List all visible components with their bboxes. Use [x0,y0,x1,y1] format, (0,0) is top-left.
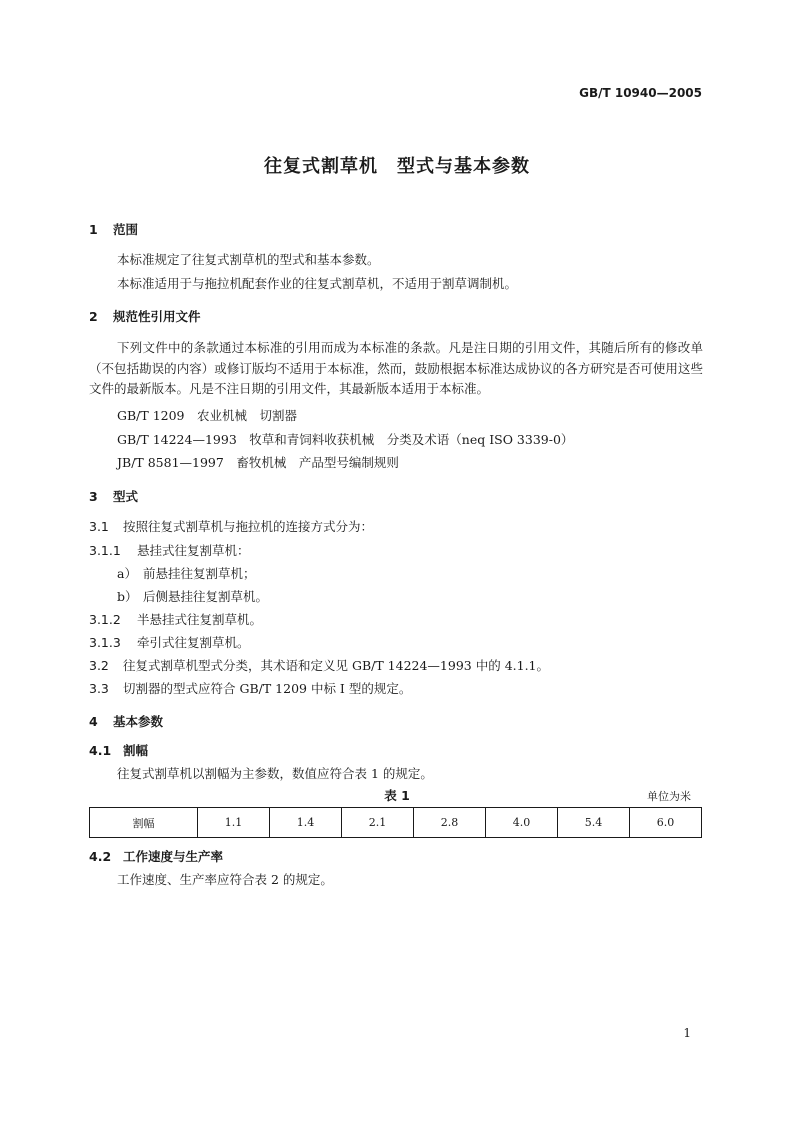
clause-text: 按照往复式割草机与拖拉机的连接方式分为： [123,519,374,534]
reference-3: JB/T 8581—1997 畜牧机械 产品型号编制规则 [117,455,399,470]
standard-code: GB/T 10940—2005 [579,86,702,100]
table-cell: 1.1 [198,808,270,838]
clause-text: 切割器的型式应符合 GB/T 1209 中标 Ⅰ 型的规定。 [123,681,412,696]
clause-4-1-heading [89,741,148,759]
reference-2: GB/T 14224—1993 牧草和青饲料收获机械 分类及术语（neq ISO 3339-0） [117,432,574,447]
clause-number: 3.2 [89,658,109,673]
table-row [90,808,702,838]
clause-3-1 [89,517,373,535]
clause-number: 3.3 [89,681,109,696]
page-title: 往复式割草机 型式与基本参数 [264,156,530,177]
clause-number: 3.1.1 [89,543,121,558]
clause-3-3 [89,679,411,697]
reference-1: GB/T 1209 农业机械 切割器 [117,408,298,423]
table-1 [89,807,702,838]
list-marker: a） [117,566,137,581]
table-cell: 1.4 [270,808,342,838]
section-2-paragraph: 下列文件中的条款通过本标准的引用而成为本标准的条款。凡是注日期的引用文件，其随后所有的修改单（不包括勘误的内容）或修订版均不适用于本标准，然而，鼓励根据本标准达成协议的各方研究是否可使用这些文件的最新版本。凡是不注日期的引用文件，其最新版本适用于本标准。 [89,340,703,396]
section-1-line-2: 本标准适用于与拖拉机配套作业的往复式割草机，不适用于割草调制机。 [117,276,518,291]
clause-title: 割幅 [123,743,149,758]
section-number: 4 [89,714,98,729]
table-cell: 5.4 [558,808,630,838]
section-title: 基本参数 [113,714,164,729]
table-cell: 2.8 [414,808,486,838]
section-3-heading [89,487,138,505]
section-1-line-1: 本标准规定了往复式割草机的型式和基本参数。 [117,252,380,267]
section-number: 1 [89,222,98,237]
list-item-b [117,587,268,605]
list-item-a [117,564,256,582]
table-1-title: 表 1 [384,788,410,803]
clause-number: 3.1 [89,519,109,534]
table-1-unit: 单位为米 [647,790,691,803]
clause-text: 悬挂式往复割草机： [137,543,250,558]
clause-4-2-text: 工作速度、生产率应符合表 2 的规定。 [117,872,333,887]
section-number: 3 [89,489,98,504]
section-title: 型式 [113,489,139,504]
clause-number: 4.1 [89,743,112,758]
clause-number: 4.2 [89,849,112,864]
clause-4-1-text: 往复式割草机以割幅为主参数，数值应符合表 1 的规定。 [117,766,433,781]
section-title: 规范性引用文件 [113,309,201,324]
table-cell: 2.1 [342,808,414,838]
clause-3-1-1 [89,541,250,559]
clause-3-1-2 [89,610,262,628]
clause-text: 牵引式往复割草机。 [137,635,250,650]
section-4-heading [89,712,163,730]
section-2-heading [89,307,201,325]
section-number: 2 [89,309,98,324]
clause-text: 往复式割草机型式分类，其术语和定义见 GB/T 14224—1993 中的 4.1.1。 [123,658,549,673]
list-marker: b） [117,589,138,604]
clause-3-2 [89,656,549,674]
list-text: 后侧悬挂往复割草机。 [143,589,269,604]
list-text: 前悬挂往复割草机； [143,566,256,581]
clause-title: 工作速度与生产率 [123,849,224,864]
clause-number: 3.1.2 [89,612,121,627]
section-1-heading [89,220,138,238]
page-number: 1 [683,1026,691,1040]
clause-text: 半悬挂式往复割草机。 [137,612,263,627]
clause-4-2-heading [89,847,223,865]
table-cell: 6.0 [630,808,702,838]
clause-number: 3.1.3 [89,635,121,650]
section-title: 范围 [113,222,139,237]
clause-3-1-3 [89,633,250,651]
table-row-label: 割幅 [90,808,198,838]
table-cell: 4.0 [486,808,558,838]
